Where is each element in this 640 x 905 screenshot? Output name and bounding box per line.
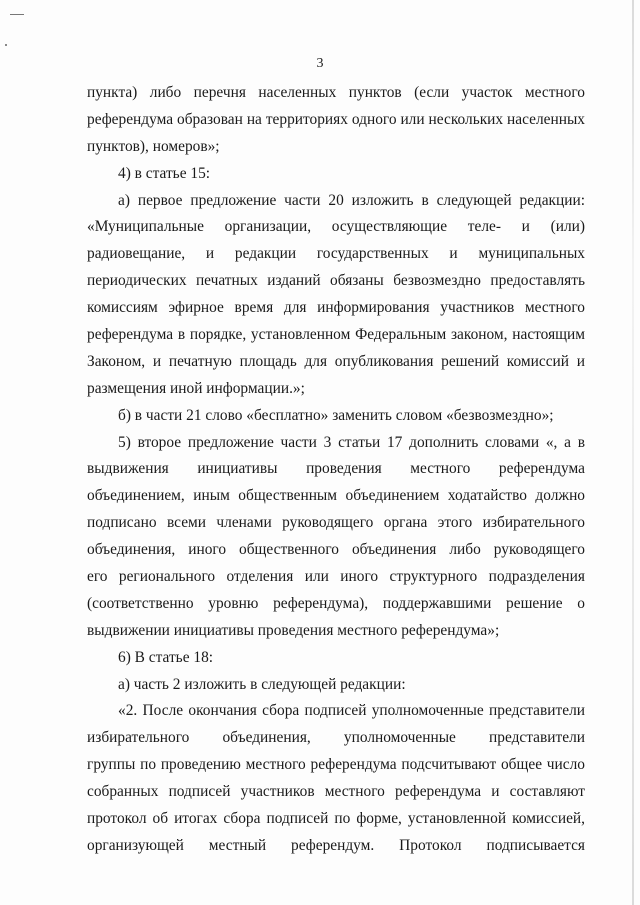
text-line: его регионального отделения или иного структурного подразделения bbox=[87, 568, 585, 586]
text-line: референдума образован на территориях одного или нескольких населенных bbox=[87, 110, 585, 128]
text-line: 5) второе предложение части 3 статьи 17 дополнить словами «, а в bbox=[118, 433, 585, 451]
text-line: Законом, и печатную площадь для опубликования решений комиссий и bbox=[87, 352, 585, 370]
text-line: радиовещание, и редакции государственных и муниципальных bbox=[87, 245, 585, 263]
text-line: пунктов), номеров»; bbox=[87, 137, 220, 155]
text-line: б) в части 21 слово «бесплатно» заменить словом «безвозмездно»; bbox=[118, 406, 554, 424]
scan-edge-shadow bbox=[632, 0, 634, 905]
text-line: референдума в порядке, установленном Федеральным законом, настоящим bbox=[87, 326, 585, 344]
text-line: протокол об итогах сбора подписей по форме, установленной комиссией, bbox=[87, 810, 585, 828]
text-line: а) первое предложение части 20 изложить в следующей редакции: bbox=[118, 191, 585, 209]
document-body bbox=[87, 80, 585, 860]
text-line: подписано всеми членами руководящего органа этого избирательного bbox=[87, 514, 585, 532]
text-line: 4) в статье 15: bbox=[118, 164, 211, 182]
text-line: избирательного объединения, уполномоченные представители bbox=[87, 729, 585, 747]
text-line: комиссиям эфирное время для информирования участников местного bbox=[87, 299, 585, 317]
text-line: (соответственно уровню референдума), поддержавшими решение о bbox=[87, 594, 585, 612]
text-line: группы по проведению местного референдума подсчитывают общее число bbox=[87, 756, 585, 774]
page-number: 3 bbox=[316, 56, 324, 71]
text-line: размещения иной информации.»; bbox=[87, 379, 305, 397]
text-line: объединения, иного общественного объединения либо руководящего bbox=[87, 541, 585, 559]
text-line: собранных подписей участников местного референдума и составляют bbox=[87, 783, 585, 801]
text-line: «Муниципальные организации, осуществляющие теле- и (или) bbox=[87, 218, 585, 236]
text-line: «2. После окончания сбора подписей уполномоченные представители bbox=[118, 702, 585, 720]
scan-artifact bbox=[10, 14, 24, 15]
text-line: периодических печатных изданий обязаны безвозмездно предоставлять bbox=[87, 272, 585, 290]
text-line: а) часть 2 изложить в следующей редакции: bbox=[118, 675, 406, 693]
text-line: выдвижении инициативы проведения местного референдума»; bbox=[87, 621, 500, 639]
text-line: объединением, иным общественным объединением ходатайство должно bbox=[87, 487, 585, 505]
text-line: пункта) либо перечня населенных пунктов (если участок местного bbox=[87, 84, 585, 101]
text-line: организующей местный референдум. Протокол подписывается bbox=[87, 836, 585, 854]
scan-artifact bbox=[5, 44, 7, 46]
text-line: выдвижения инициативы проведения местного референдума bbox=[87, 460, 585, 478]
text-line: 6) В статье 18: bbox=[118, 648, 214, 666]
